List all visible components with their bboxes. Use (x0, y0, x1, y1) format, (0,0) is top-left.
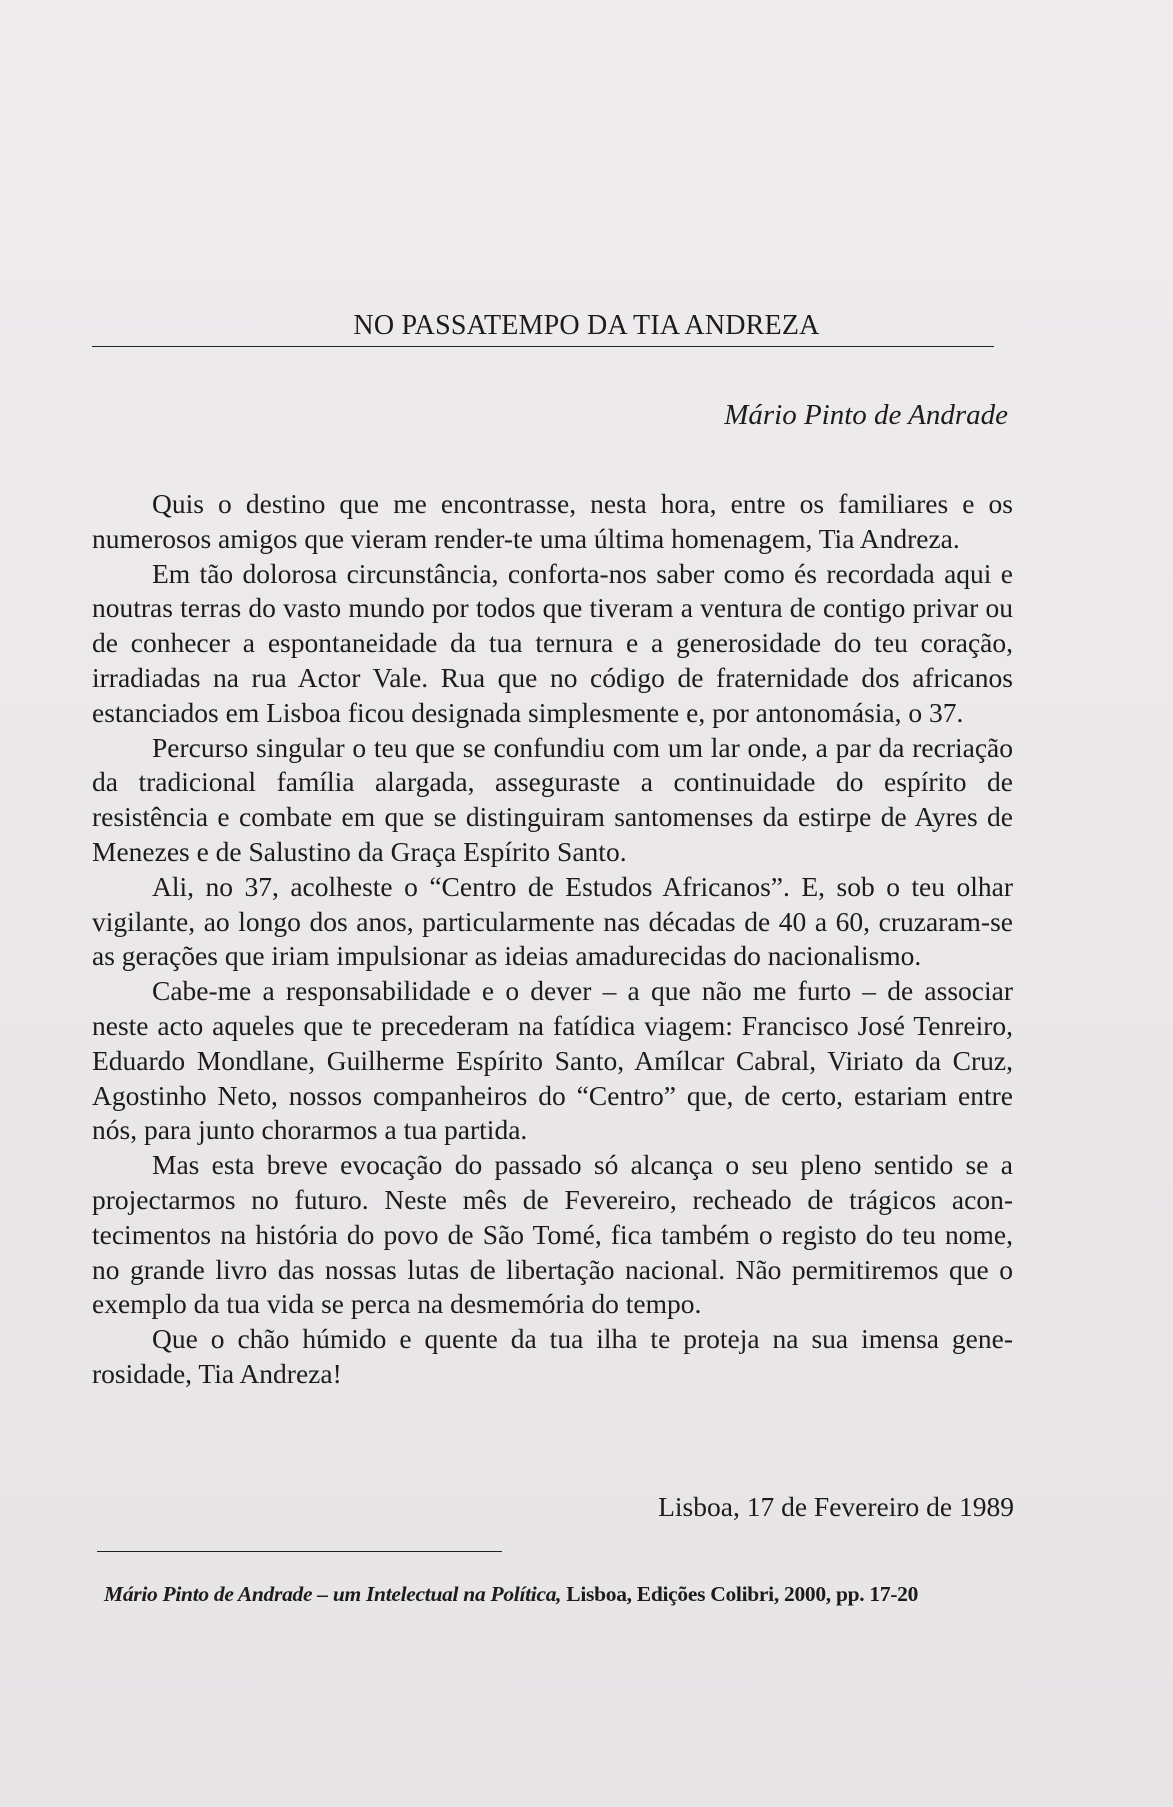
source-publication-details: Lisboa, Edições Colibri, 2000, pp. 17-20 (561, 1582, 919, 1606)
paragraph-7: Que o chão húmido e quente da tua ilha te proteja na sua imensa generosidade, Tia Andreza! (92, 1323, 1013, 1389)
source-citation (104, 1580, 918, 1608)
paragraph-4: Ali, no 37, acolheste o “Centro de Estudos Africanos”. E, sob o teu olhar vigilante, ao longo dos anos, particularmente nas décadas de 40 a 60, cruzaram-se as gerações que iriam impulsionar as ideias amadurecidas do nacionalismo. (92, 870, 1013, 972)
paragraph-1: Quis o destino que me encontrasse, nesta hora, entre os familiares e os numerosos amigos que vieram render-te uma última homenagem, Tia Andreza. (92, 488, 1013, 554)
source-book-title: Mário Pinto de Andrade – um Intelectual na Política, (104, 1582, 562, 1606)
paragraph-3: Percurso singular o teu que se confundiu com um lar onde, a par da recriação da tradicional família alargada, asseguraste a continuidade do espírito de resistência e combate em que se distinguiram santomenses da estirpe de Ayres de Menezes e de Salustino da Graça Espírito Santo. (92, 731, 1013, 867)
article-body (92, 487, 1013, 1392)
dateline: Lisboa, 17 de Fevereiro de 1989 (658, 1491, 1014, 1522)
footnote-rule (97, 1551, 502, 1552)
author-name: Mário Pinto de Andrade (724, 399, 1008, 431)
paragraph-6: Mas esta breve evocação do passado só alcança o seu pleno sentido se a projectarmos no futuro. Neste mês de Fevereiro, recheado de trágicos acontecimentos na história do povo de São Tomé, fica também o registo do teu nome, no grande livro das nossas lutas de libertação nacional. Não permitiremos que o exemplo da tua vida se perca na desmemória do tempo. (92, 1149, 1013, 1320)
article-title: NO PASSATEMPO DA TIA ANDREZA (353, 310, 820, 341)
paragraph-2: Em tão dolorosa circunstância, conforta-nos saber como és recordada aqui e noutras terras do vasto mundo por todos que tiveram a ventura de contigo privar ou de conhecer a espontaneidade da tua ternura e a generosidade do teu coração, irradiadas na rua Actor Vale. Rua que no código de fraternidade dos africanos estanciados em Lisboa ficou designada simplesmente e, por antonomásia, o 37. (92, 557, 1013, 728)
paragraph-5: Cabe-me a responsabilidade e o dever – a que não me furto – de associar neste acto aqueles que te precederam na fatídica viagem: Francisco José Tenreiro, Eduardo Mondlane, Guilherme Espírito Santo, Amílcar Cabral, Viriato da Cruz, Agostinho Neto, nossos companheiros do “Centro” que, de certo, estariam entre nós, para junto chorarmos a tua partida. (92, 975, 1013, 1146)
title-underline (92, 346, 994, 347)
